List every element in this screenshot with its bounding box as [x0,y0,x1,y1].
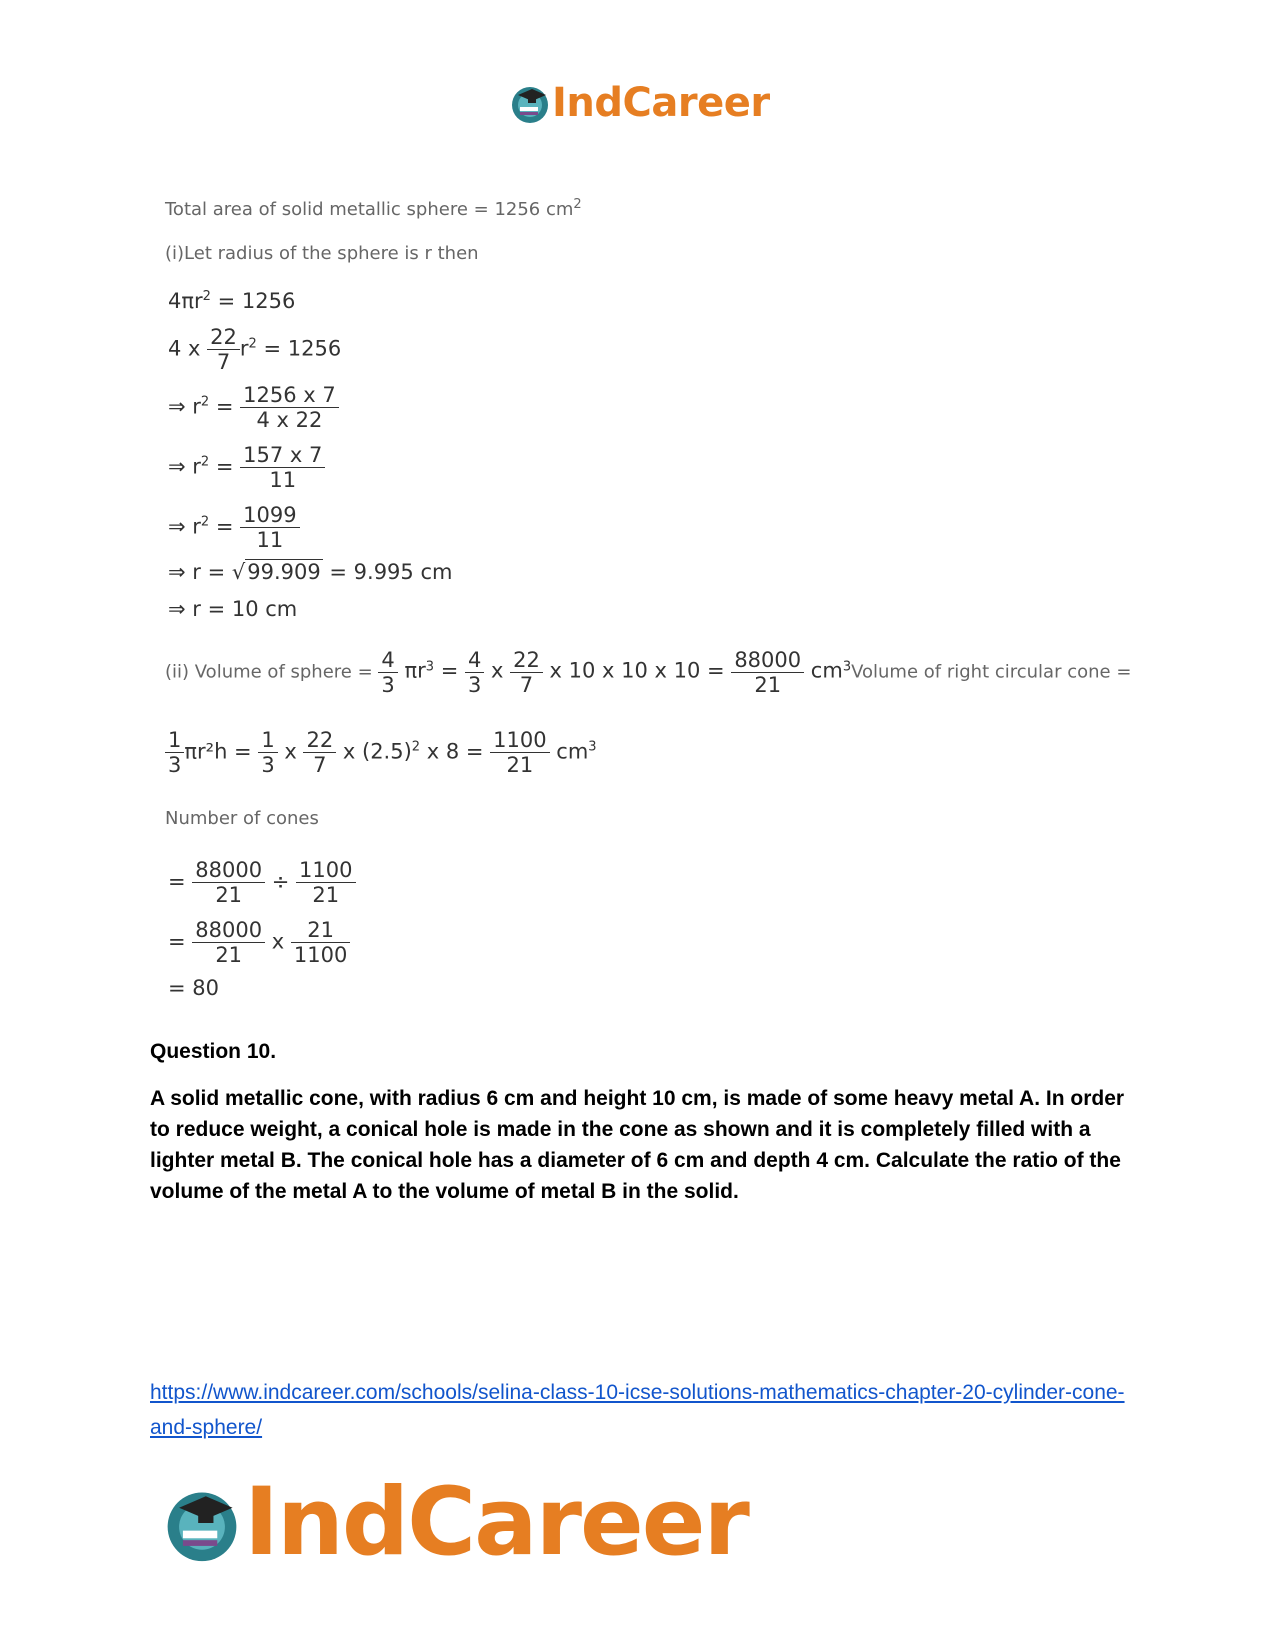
step-3: ⇒ $r^2$ = $\frac{1256 x 7}{4 x 22}$ [168,383,339,432]
step-6: ⇒ r = √99.909 = 9.995 cm [168,560,453,584]
source-link[interactable]: https://www.indcareer.com/schools/selina-class-10-icse-solutions-mathematics-chapter-20-cylinder-cone-and-sphere/ [150,1381,1125,1439]
graduation-cap-globe-icon [508,81,552,125]
cones-result: = 80 [168,976,219,1000]
step-4: ⇒ $r^2$ = $\frac{157 x 7}{11}$ [168,443,325,492]
step-7: ⇒ r = 10 cm [168,597,298,621]
cones-step-2: = $\frac{88000}{21}$ x $\frac{21}{1100}$ [168,918,350,967]
brand-wordmark: IndCareer [244,1468,748,1577]
cones-step-1: = $\frac{88000}{21}$ ÷ $\frac{1100}{21}$ [168,858,356,907]
intro-line-1: Total area of solid metallic sphere = 1256 $cm^2$ [165,197,582,220]
header-logo [508,80,770,126]
part-ii-sphere-volume: (ii) Volume of sphere = $\frac{4}{3}$ $\pi r^3$ = $\frac{4}{3}$ x $\frac{22}{7}$ x 10 x 10 x 10 = $\frac{88000}{21}$ $cm^3Volume$ of right circular cone = [165,648,1132,698]
graduation-cap-globe-icon [160,1481,244,1565]
intro-line-2: (i)Let radius of the sphere is r then [165,243,479,264]
step-5: ⇒ $r^2$ = $\frac{1099}{11}$ [168,503,300,552]
brand-wordmark: IndCareer [552,80,770,126]
step-1: $4\pi r^2 = 1256$ [168,289,296,313]
question-title: Question 10. [150,1040,277,1063]
cones-label: Number of cones [165,808,319,829]
footer-logo [160,1468,748,1577]
part-ii-cone-volume: $\frac{1}{3}$ πr²h = $\frac{1}{3}$ x $\frac{22}{7}$ x $(2.5)^2$ x 8 = $\frac{1100}{21}$ $cm^3$ [165,728,597,777]
question-body: A solid metallic cone, with radius 6 cm and height 10 cm, is made of some heavy metal A. In order to reduce weight, a conical hole is made in the cone as shown and it is completely filled with a lighter metal B. The conical hole has a diameter of 6 cm and depth 4 cm. Calculate the ratio of the volume of the metal A to the volume of metal B in the solid. [150,1087,1125,1203]
step-2: 4 x $\frac{22}{7}$ $r^2 = 1256$ [168,325,342,375]
